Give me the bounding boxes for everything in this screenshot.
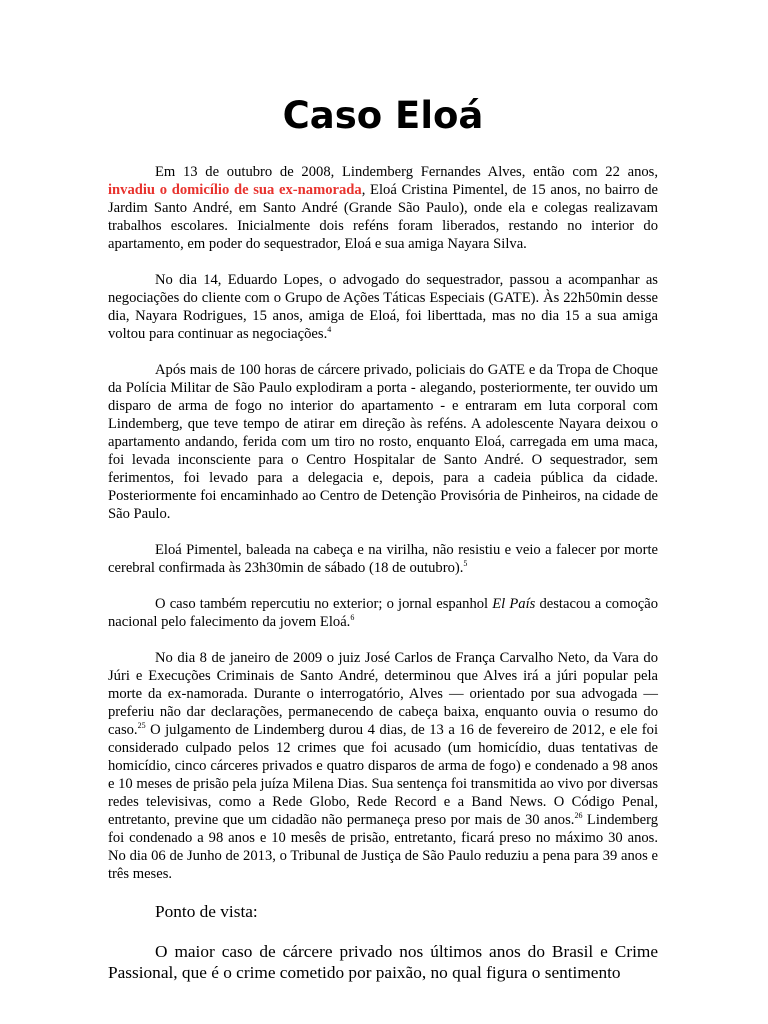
document-title: Caso Eloá [282, 94, 484, 137]
newspaper-name: El País [492, 596, 536, 612]
paragraph-5-start: O caso também repercutiu no exterior; o jornal espanhol [155, 596, 493, 612]
footnote-ref: 6 [350, 613, 355, 622]
document-body [108, 163, 658, 999]
paragraph-1-end: , Eloá Cristina Pimentel, de 15 anos, no bairro de Jardim Santo André, em Santo André (Grande São Paulo), onde ela e colegas realizavam trabalhos escolares. Inicialmente dois reféns foram liberados, restando no interior do apartamento, em poder do sequestrador, Eloá e sua amiga Nayara Silva. [108, 182, 659, 252]
footnote-ref: 4 [327, 325, 332, 334]
paragraph-4 [108, 541, 658, 577]
paragraph-6-part2: O julgamento de Lindemberg durou 4 dias, de 13 a 16 de fevereiro de 2012, e ele foi considerado culpado pelos 12 crimes que foi acusado (um homicídio, duas tentativas de homicídio, cinco cárceres privados e quatro disparos de arma de fogo) e condenado a 98 anos e 10 meses de prisão pela juíza Milena Dias. Sua sentença foi transmitida ao vivo por diversas redes televisivas, como a Rede Globo, Rede Record e a Band News. O Código Penal, entretanto, previne que um cidadão não permaneça preso por mais de 30 anos. [108, 722, 658, 828]
paragraph-6-part1: No dia 8 de janeiro de 2009 o juiz José Carlos de França Carvalho Neto, da Vara do Júri e Execuções Criminais de Santo André, determinou que Alves irá a júri popular pela morte da ex-namorada. Durante o interrogatório, Alves — orientado por sua advogada — preferiu não dar declarações, permanecendo de cabeça baixa, enquanto ouvia o resumo do caso. [108, 650, 658, 738]
paragraph-7: O maior caso de cárcere privado nos últimos anos do Brasil e Crime Passional, que é o crime cometido por paixão, no qual figura o sentimento [108, 942, 658, 982]
paragraph-3-text: Após mais de 100 horas de cárcere privado, policiais do GATE e da Tropa de Choque da Polícia Militar de São Paulo explodiram a porta - alegando, posteriormente, ter ouvido um disparo de arma de fogo no interior do apartamento - e entraram em luta corporal com Lindemberg, que teve tempo de atirar em direção às reféns. A adolescente Nayara deixou o apartamento andando, ferida com um tiro no rosto, enquanto Eloá, carregada em uma maca, foi levada inconsciente para o Centro Hospitalar de Santo André. O sequestrador, sem ferimentos, foi levado para a delegacia e, depois, para a cadeia pública da cidade. Posteriormente foi encaminhado ao Centro de Detenção Provisória de Pinheiros, na cidade de São Paulo. [108, 362, 658, 522]
highlighted-link[interactable]: invadiu o domicílio de sua ex-namorada [108, 182, 362, 198]
paragraph-2-text: No dia 14, Eduardo Lopes, o advogado do sequestrador, passou a acompanhar as negociações do cliente com o Grupo de Ações Táticas Especiais (GATE). Às 22h50min desse dia, Nayara Rodrigues, 15 anos, amiga de Eloá, foi liberttada, mas no dia 15 a sua amiga voltou para continuar as negociações. [108, 272, 658, 342]
footnote-ref: 5 [463, 559, 468, 568]
paragraph-2 [108, 271, 658, 343]
footnote-ref: 25 [137, 721, 146, 730]
paragraph-1 [108, 163, 658, 253]
paragraph-6 [108, 649, 658, 883]
paragraph-3 [108, 361, 658, 523]
paragraph-1-start: Em 13 de outubro de 2008, Lindemberg Fernandes Alves, então com 22 anos, [155, 164, 658, 180]
footnote-ref: 26 [574, 811, 583, 820]
paragraph-6-part3: Lindemberg foi condenado a 98 anos e 10 mesês de prisão, entretanto, ficará preso no máximo 30 anos. No dia 06 de Junho de 2013, o Tribunal de Justiça de São Paulo reduziu a pena para 39 anos e três meses. [108, 812, 658, 882]
section-heading: Ponto de vista: [155, 902, 258, 921]
paragraph-4-text: Eloá Pimentel, baleada na cabeça e na virilha, não resistiu e veio a falecer por morte cerebral confirmada às 23h30min de sábado (18 de outubro). [108, 542, 658, 576]
paragraph-5 [108, 595, 658, 631]
paragraph-5-end: destacou a comoção nacional pelo falecimento da jovem Eloá. [108, 596, 658, 630]
